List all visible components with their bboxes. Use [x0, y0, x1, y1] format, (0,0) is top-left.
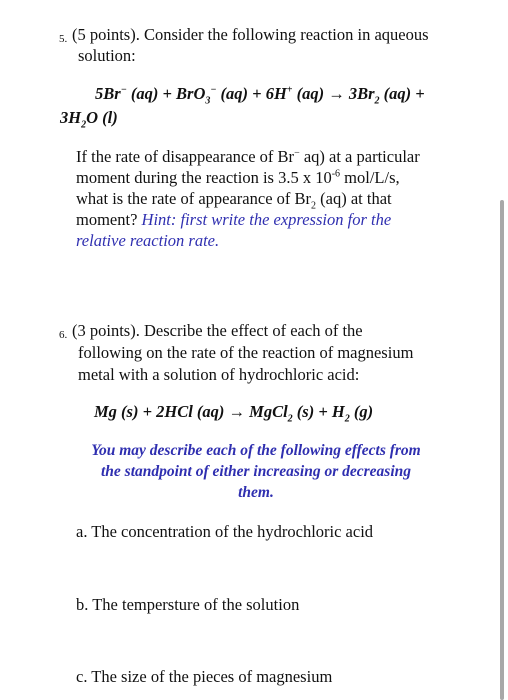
paragraph-line: If the rate of disappearance of Br− aq) at a particular: [76, 147, 420, 166]
hint-text: Hint: first write the expression for the: [141, 210, 392, 229]
question-6-number: 6.: [59, 329, 68, 341]
question-5-header-line1: (5 points). Consider the following reaction in aqueous: [72, 25, 429, 44]
paragraph-line: moment? Hint: first write the expression for the: [76, 210, 392, 229]
question-6-header-line1: (3 points). Describe the effect of each of the: [72, 321, 363, 340]
hint-text: relative reaction rate.: [76, 231, 220, 250]
question-5-paragraph: [76, 146, 420, 251]
reaction-equation-line1: 5Br− (aq) + BrO$_3$− (aq) + 6H+ $(aq) \to 3Br_2$ (aq) +: [95, 84, 425, 107]
reaction-equation-line2: $3H_2O$ (l): [60, 108, 118, 131]
question-5-number: 5.: [59, 33, 68, 45]
instruction-note: You may describe each of the following effects from the standpoint of either increasing or decreasing them.: [91, 442, 421, 501]
paragraph-line: moment during the reaction is 3.5 x $10^{-6}$ mol/L/s,: [76, 168, 400, 187]
item-a: a. The concentration of the hydrochloric acid: [76, 522, 374, 541]
paragraph-line: what is the rate of appearance of $Br_2$ (aq) at that: [76, 189, 392, 212]
magnesium-reaction-equation: Mg (s) + 2HCl (aq) → MgCl$_2$ $(s) + H_2$ (g): [94, 402, 374, 425]
question-5-header-line2: solution:: [78, 46, 136, 65]
question-6-header-line2: following on the rate of the reaction of magnesium: [78, 343, 414, 362]
vertical-scrollbar[interactable]: [500, 200, 504, 700]
question-6-header-line3: metal with a solution of hydrochloric acid:: [78, 365, 360, 384]
item-c: c. The size of the pieces of magnesium: [76, 667, 333, 686]
item-b: b. The tempersture of the solution: [76, 595, 300, 614]
